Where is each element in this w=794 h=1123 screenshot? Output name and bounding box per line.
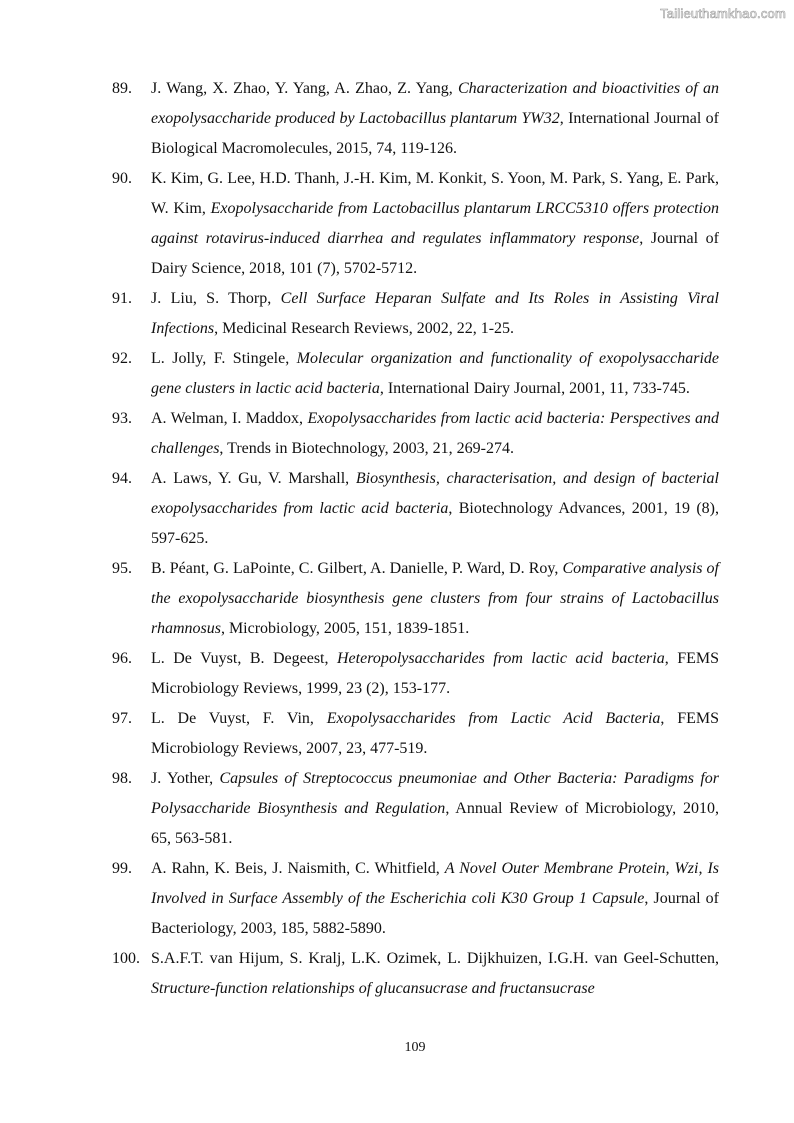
reference-authors: K. Kim, G. Lee, H.D. Thanh, J.-H. Kim, M. Konkit, S. Yoon, M. Park, S. Yang, E. Park, W. Kim, — [151, 170, 719, 217]
reference-source: , Journal of Bacteriology, 2003, 185, 5882-5890. — [151, 890, 720, 937]
reference-title: Comparative analysis of the exopolysaccharide biosynthesis gene clusters from four strains of Lactobacillus rhamnosus — [151, 560, 720, 637]
reference-authors: B. Péant, G. LaPointe, C. Gilbert, A. Danielle, P. Ward, D. Roy, — [151, 560, 563, 577]
reference-title: Exopolysaccharide from Lactobacillus plantarum LRCC5310 offers protection against rotavirus-induced diarrhea and regulates inflammatory response — [151, 200, 719, 247]
reference-item — [112, 464, 719, 554]
reference-title: Structure-function relationships of glucansucrase and fructansucrase — [151, 980, 595, 997]
reference-title: Biosynthesis, characterisation, and design of bacterial exopolysaccharides from lactic acid bacteria — [151, 470, 719, 517]
reference-authors: A. Rahn, K. Beis, J. Naismith, C. Whitfield, — [151, 860, 445, 877]
reference-source: , Biotechnology Advances, 2001, 19 (8), 597-625. — [151, 500, 719, 547]
reference-number: 93. — [112, 410, 132, 427]
reference-item — [112, 284, 719, 344]
reference-authors: S.A.F.T. van Hijum, S. Kralj, L.K. Ozimek, L. Dijkhuizen, I.G.H. van Geel-Schutten, — [151, 950, 719, 967]
reference-authors: J. Wang, X. Zhao, Y. Yang, A. Zhao, Z. Yang, — [151, 80, 458, 97]
reference-item — [112, 554, 719, 644]
reference-source: , Medicinal Research Reviews, 2002, 22, 1-25. — [214, 320, 515, 337]
reference-number: 94. — [112, 470, 132, 487]
page-number: 109 — [404, 1040, 426, 1055]
reference-number: 100. — [112, 950, 140, 967]
reference-source: , Journal of Dairy Science, 2018, 101 (7), 5702-5712. — [151, 230, 719, 277]
reference-authors: A. Laws, Y. Gu, V. Marshall, — [151, 470, 356, 487]
reference-title: Cell Surface Heparan Sulfate and Its Roles in Assisting Viral Infections — [151, 290, 720, 337]
reference-title: Molecular organization and functionality of exopolysaccharide gene clusters in lactic acid bacteria — [151, 350, 719, 397]
reference-authors: J. Liu, S. Thorp, — [151, 290, 281, 307]
reference-number: 89. — [112, 80, 132, 97]
reference-number: 96. — [112, 650, 132, 667]
reference-number: 91. — [112, 290, 132, 307]
reference-title: Exopolysaccharides from lactic acid bacteria: Perspectives and challenges — [151, 410, 719, 457]
reference-number: 92. — [112, 350, 132, 367]
reference-source: , Microbiology, 2005, 151, 1839-1851. — [220, 620, 470, 637]
reference-item — [112, 344, 719, 404]
reference-source: , International Journal of Biological Macromolecules, 2015, 74, 119-126. — [151, 110, 720, 157]
reference-item — [112, 164, 719, 284]
reference-title: A Novel Outer Membrane Protein, Wzi, Is Involved in Surface Assembly of the Escherichia coli K30 Group 1 Capsule — [151, 860, 719, 907]
reference-list — [112, 74, 719, 1004]
reference-title: Capsules of Streptococcus pneumoniae and Other Bacteria: Paradigms for Polysaccharide Biosynthesis and Regulation — [151, 770, 719, 817]
reference-item — [112, 74, 719, 164]
reference-number: 90. — [112, 170, 132, 187]
reference-number: 95. — [112, 560, 132, 577]
reference-item — [112, 944, 719, 1004]
reference-authors: L. De Vuyst, B. Degeest, — [151, 650, 337, 667]
reference-authors: A. Welman, I. Maddox, — [151, 410, 308, 427]
reference-source: , Annual Review of Microbiology, 2010, 65, 563-581. — [151, 800, 719, 847]
reference-source: , FEMS Microbiology Reviews, 1999, 23 (2), 153-177. — [151, 650, 720, 697]
reference-item — [112, 764, 719, 854]
reference-source: , Trends in Biotechnology, 2003, 21, 269-274. — [219, 440, 514, 457]
reference-authors: L. Jolly, F. Stingele, — [151, 350, 297, 367]
reference-title: Characterization and bioactivities of an exopolysaccharide produced by Lactobacillus plantarum YW32 — [151, 80, 720, 127]
reference-number: 99. — [112, 860, 132, 877]
reference-source: , FEMS Microbiology Reviews, 2007, 23, 477-519. — [151, 710, 719, 757]
reference-title: Heteropolysaccharides from lactic acid bacteria — [336, 650, 665, 667]
reference-item — [112, 854, 719, 944]
reference-number: 98. — [112, 770, 132, 787]
reference-item — [112, 704, 719, 764]
reference-source: , International Dairy Journal, 2001, 11, 733-745. — [379, 380, 690, 397]
reference-item — [112, 644, 719, 704]
reference-title: Exopolysaccharides from Lactic Acid Bacteria — [326, 710, 661, 727]
reference-number: 97. — [112, 710, 132, 727]
watermark-text: Tailieuthamkhao.com — [660, 6, 786, 21]
reference-authors: L. De Vuyst, F. Vin, — [151, 710, 327, 727]
reference-item — [112, 404, 719, 464]
reference-authors: J. Yother, — [151, 770, 220, 787]
